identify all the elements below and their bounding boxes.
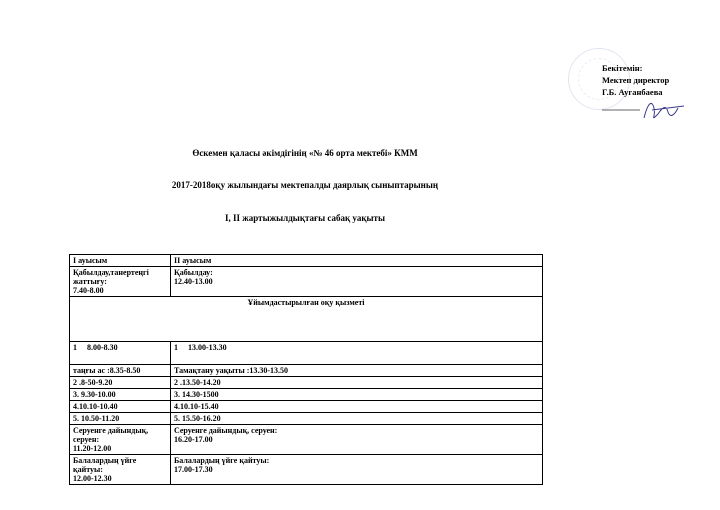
table-row-arrival [70,267,543,297]
title-semester: I, II жартыжылдықтағы сабақ уақыты [225,213,385,223]
title-year: 2017-2018оқу жылындағы мектепалды даярлық сыныптарының [171,180,439,190]
table-row-header [70,255,543,267]
approval-line-1: Бекітемін: [602,63,643,73]
table-row-walk [70,425,543,455]
meal-shift-1: таңғы ас :8.35-8.50 [70,365,171,377]
home-shift-1: Балалардың үйге қайтуы: 12.00-12.30 [70,455,171,485]
table-row-lesson-1 [70,342,543,365]
title-school: Өскемен қаласы әкімдігінің «№ 46 орта мектебі» КММ [192,148,418,158]
schedule-table [69,254,543,485]
approval-line-2: Мектеп директор [602,75,670,85]
approval-block [602,62,717,98]
lesson-5-shift-1: 5. 10.50-11.20 [70,413,171,425]
table-row-lesson-3 [70,389,543,401]
header-shift-1: I ауысым [70,255,171,267]
lesson-4-shift-2: 4.10.10-15.40 [171,401,543,413]
lesson-2-shift-2: 2 .13.50-14.20 [171,377,543,389]
header-shift-2: II ауысым [171,255,543,267]
table-row-lesson-4 [70,401,543,413]
lesson-3-shift-1: 3. 9.30-10.00 [70,389,171,401]
signature [600,96,688,126]
table-row-lesson-5 [70,413,543,425]
organized-activity: Ұйымдастырылған оқу қызметі [70,297,543,342]
lesson-1-shift-2: 1 13.00-13.30 [171,342,543,365]
table-row-meal [70,365,543,377]
table-row-home [70,455,543,485]
approval-line-3: Г.Б. Ауганбаева [602,87,663,97]
table-row-lesson-2 [70,377,543,389]
arrival-shift-2: Қабылдау: 12.40-13.00 [171,267,543,297]
lesson-2-shift-1: 2 .8-50-9.20 [70,377,171,389]
arrival-shift-1: Қабылдау,танертеңгі жаттығу: 7.40-8.00 [70,267,171,297]
meal-shift-2: Тамақтану уақыты :13.30-13.50 [171,365,543,377]
home-shift-2: Балалардың үйге қайтуы: 17.00-17.30 [171,455,543,485]
lesson-4-shift-1: 4.10.10-10.40 [70,401,171,413]
table-row-organized [70,297,543,342]
walk-shift-1: Серуенге дайындық, серуен: 11.20-12.00 [70,425,171,455]
lesson-5-shift-2: 5. 15.50-16.20 [171,413,543,425]
lesson-1-shift-1: 1 8.00-8.30 [70,342,171,365]
walk-shift-2: Серуенге дайындық, серуен: 16.20-17.00 [171,425,543,455]
lesson-3-shift-2: 3. 14.30-1500 [171,389,543,401]
